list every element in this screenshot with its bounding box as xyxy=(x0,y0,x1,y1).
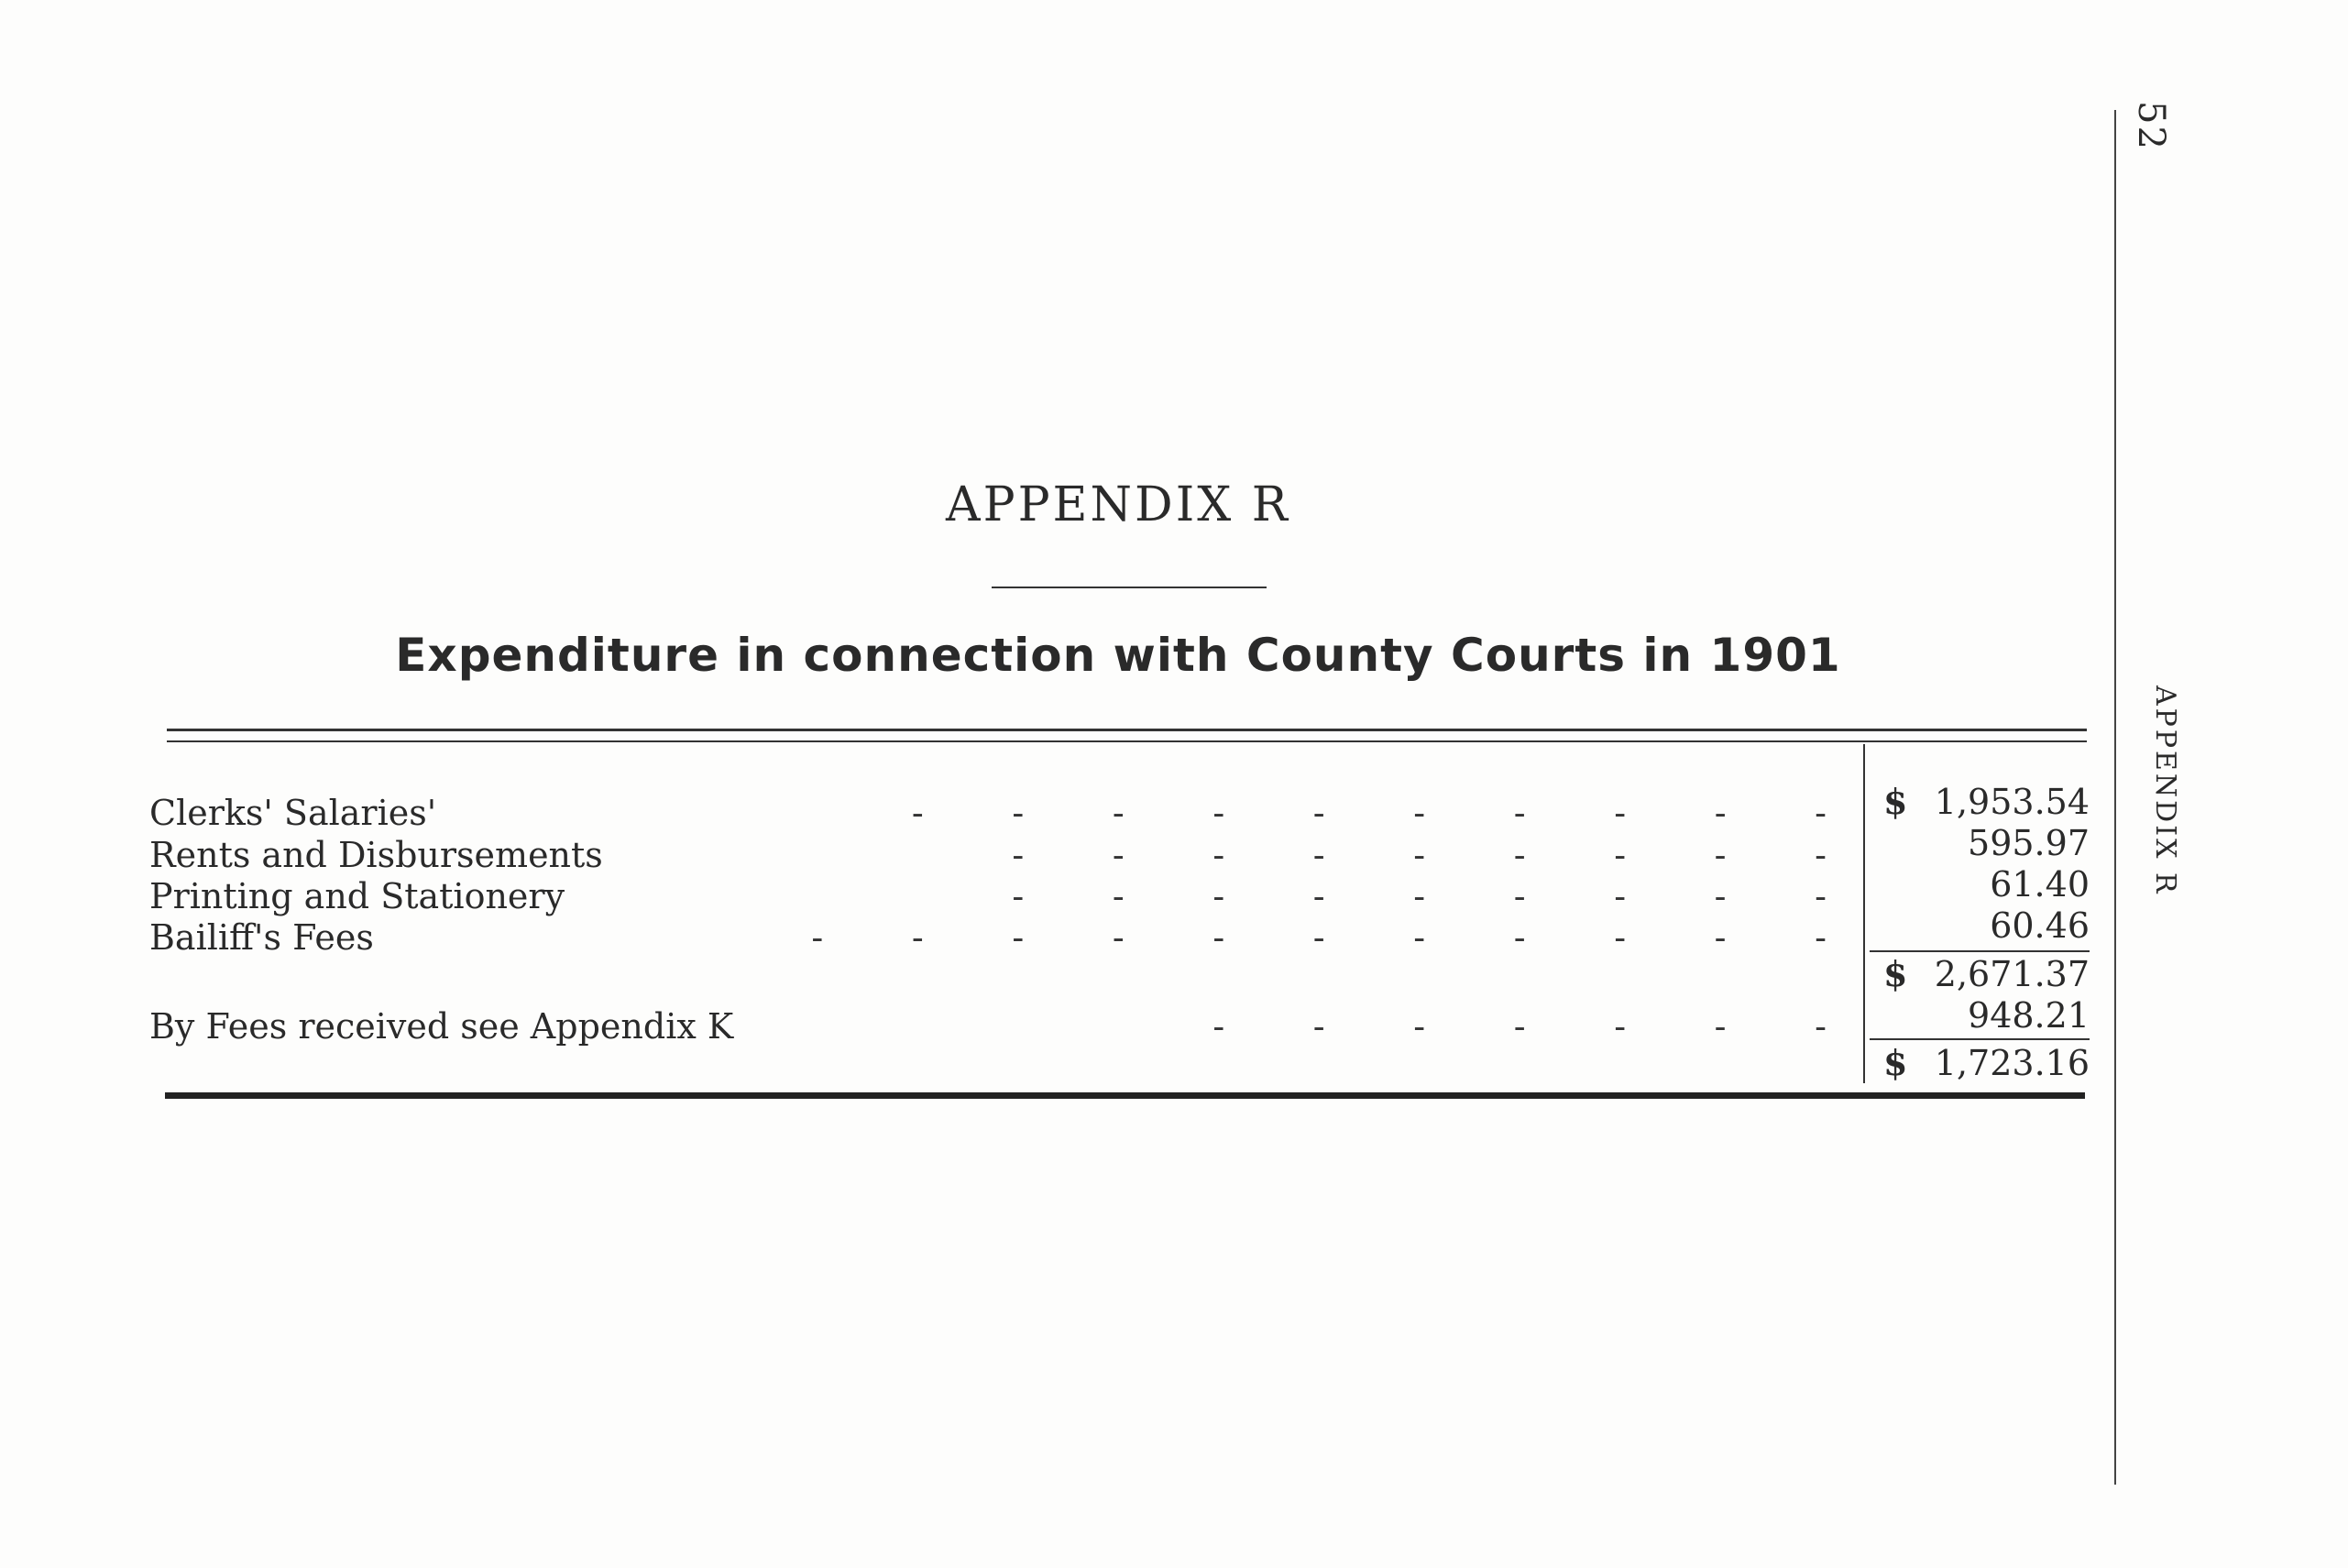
table-row xyxy=(149,834,1827,876)
table-row xyxy=(149,875,1827,917)
page-title: APPENDIX R xyxy=(946,477,1290,532)
table-row xyxy=(149,1005,1827,1047)
subtotal-cell xyxy=(1883,953,2090,995)
total-rule xyxy=(1870,1038,2090,1040)
title-divider xyxy=(992,587,1267,588)
row-label-fees-received: By Fees received see Appendix K xyxy=(149,1006,734,1047)
currency-symbol: $ xyxy=(1883,1042,1908,1083)
subtotal-amount: 2,671.37 xyxy=(1934,954,2090,994)
running-head: APPENDIX R xyxy=(2149,685,2181,896)
amount-bailiffs-fees: 60.46 xyxy=(1990,905,2090,946)
row-label-printing: Printing and Stationery xyxy=(149,876,565,916)
total-cell xyxy=(1883,1042,2090,1084)
table-top-rule xyxy=(167,729,2087,731)
amount-column-divider xyxy=(1863,744,1865,1083)
page-number: 52 xyxy=(2130,101,2172,151)
table-bottom-rule xyxy=(165,1092,2085,1099)
amount-fees-received: 948.21 xyxy=(1968,995,2090,1036)
table-heading: Expenditure in connection with County Courts in 1901 xyxy=(395,629,1841,682)
leader-dashes: - - - - - - - xyxy=(1212,1006,1827,1047)
amount-cell xyxy=(1883,822,2090,864)
currency-symbol: $ xyxy=(1883,781,1908,822)
table-top-rule-thin xyxy=(167,740,2087,742)
margin-rule xyxy=(2114,110,2116,1485)
amount-cell xyxy=(1883,994,2090,1036)
table-row xyxy=(149,916,1827,959)
table-row xyxy=(149,792,1827,834)
amount-cell xyxy=(1883,781,2090,823)
currency-symbol: $ xyxy=(1883,953,1908,994)
total-amount: 1,723.16 xyxy=(1934,1043,2090,1083)
row-label-rents: Rents and Disbursements xyxy=(149,835,603,875)
amount-cell xyxy=(1883,863,2090,905)
amount-clerks-salaries: 1,953.54 xyxy=(1934,782,2090,822)
subtotal-rule xyxy=(1870,950,2090,952)
amount-cell xyxy=(1883,905,2090,947)
amount-printing: 61.40 xyxy=(1990,864,2090,905)
leader-dashes: - - - - - - - - - - xyxy=(911,793,1827,833)
leader-dashes: - - - - - - - - - xyxy=(1012,835,1827,875)
row-label-bailiffs-fees: Bailiff's Fees xyxy=(149,917,374,958)
row-label-clerks-salaries: Clerks' Salaries' xyxy=(149,793,437,833)
leader-dashes: - - - - - - - - - xyxy=(1012,876,1827,916)
amount-rents: 595.97 xyxy=(1968,823,2090,863)
leader-dashes: - - - - - - - - - - - xyxy=(811,917,1827,958)
